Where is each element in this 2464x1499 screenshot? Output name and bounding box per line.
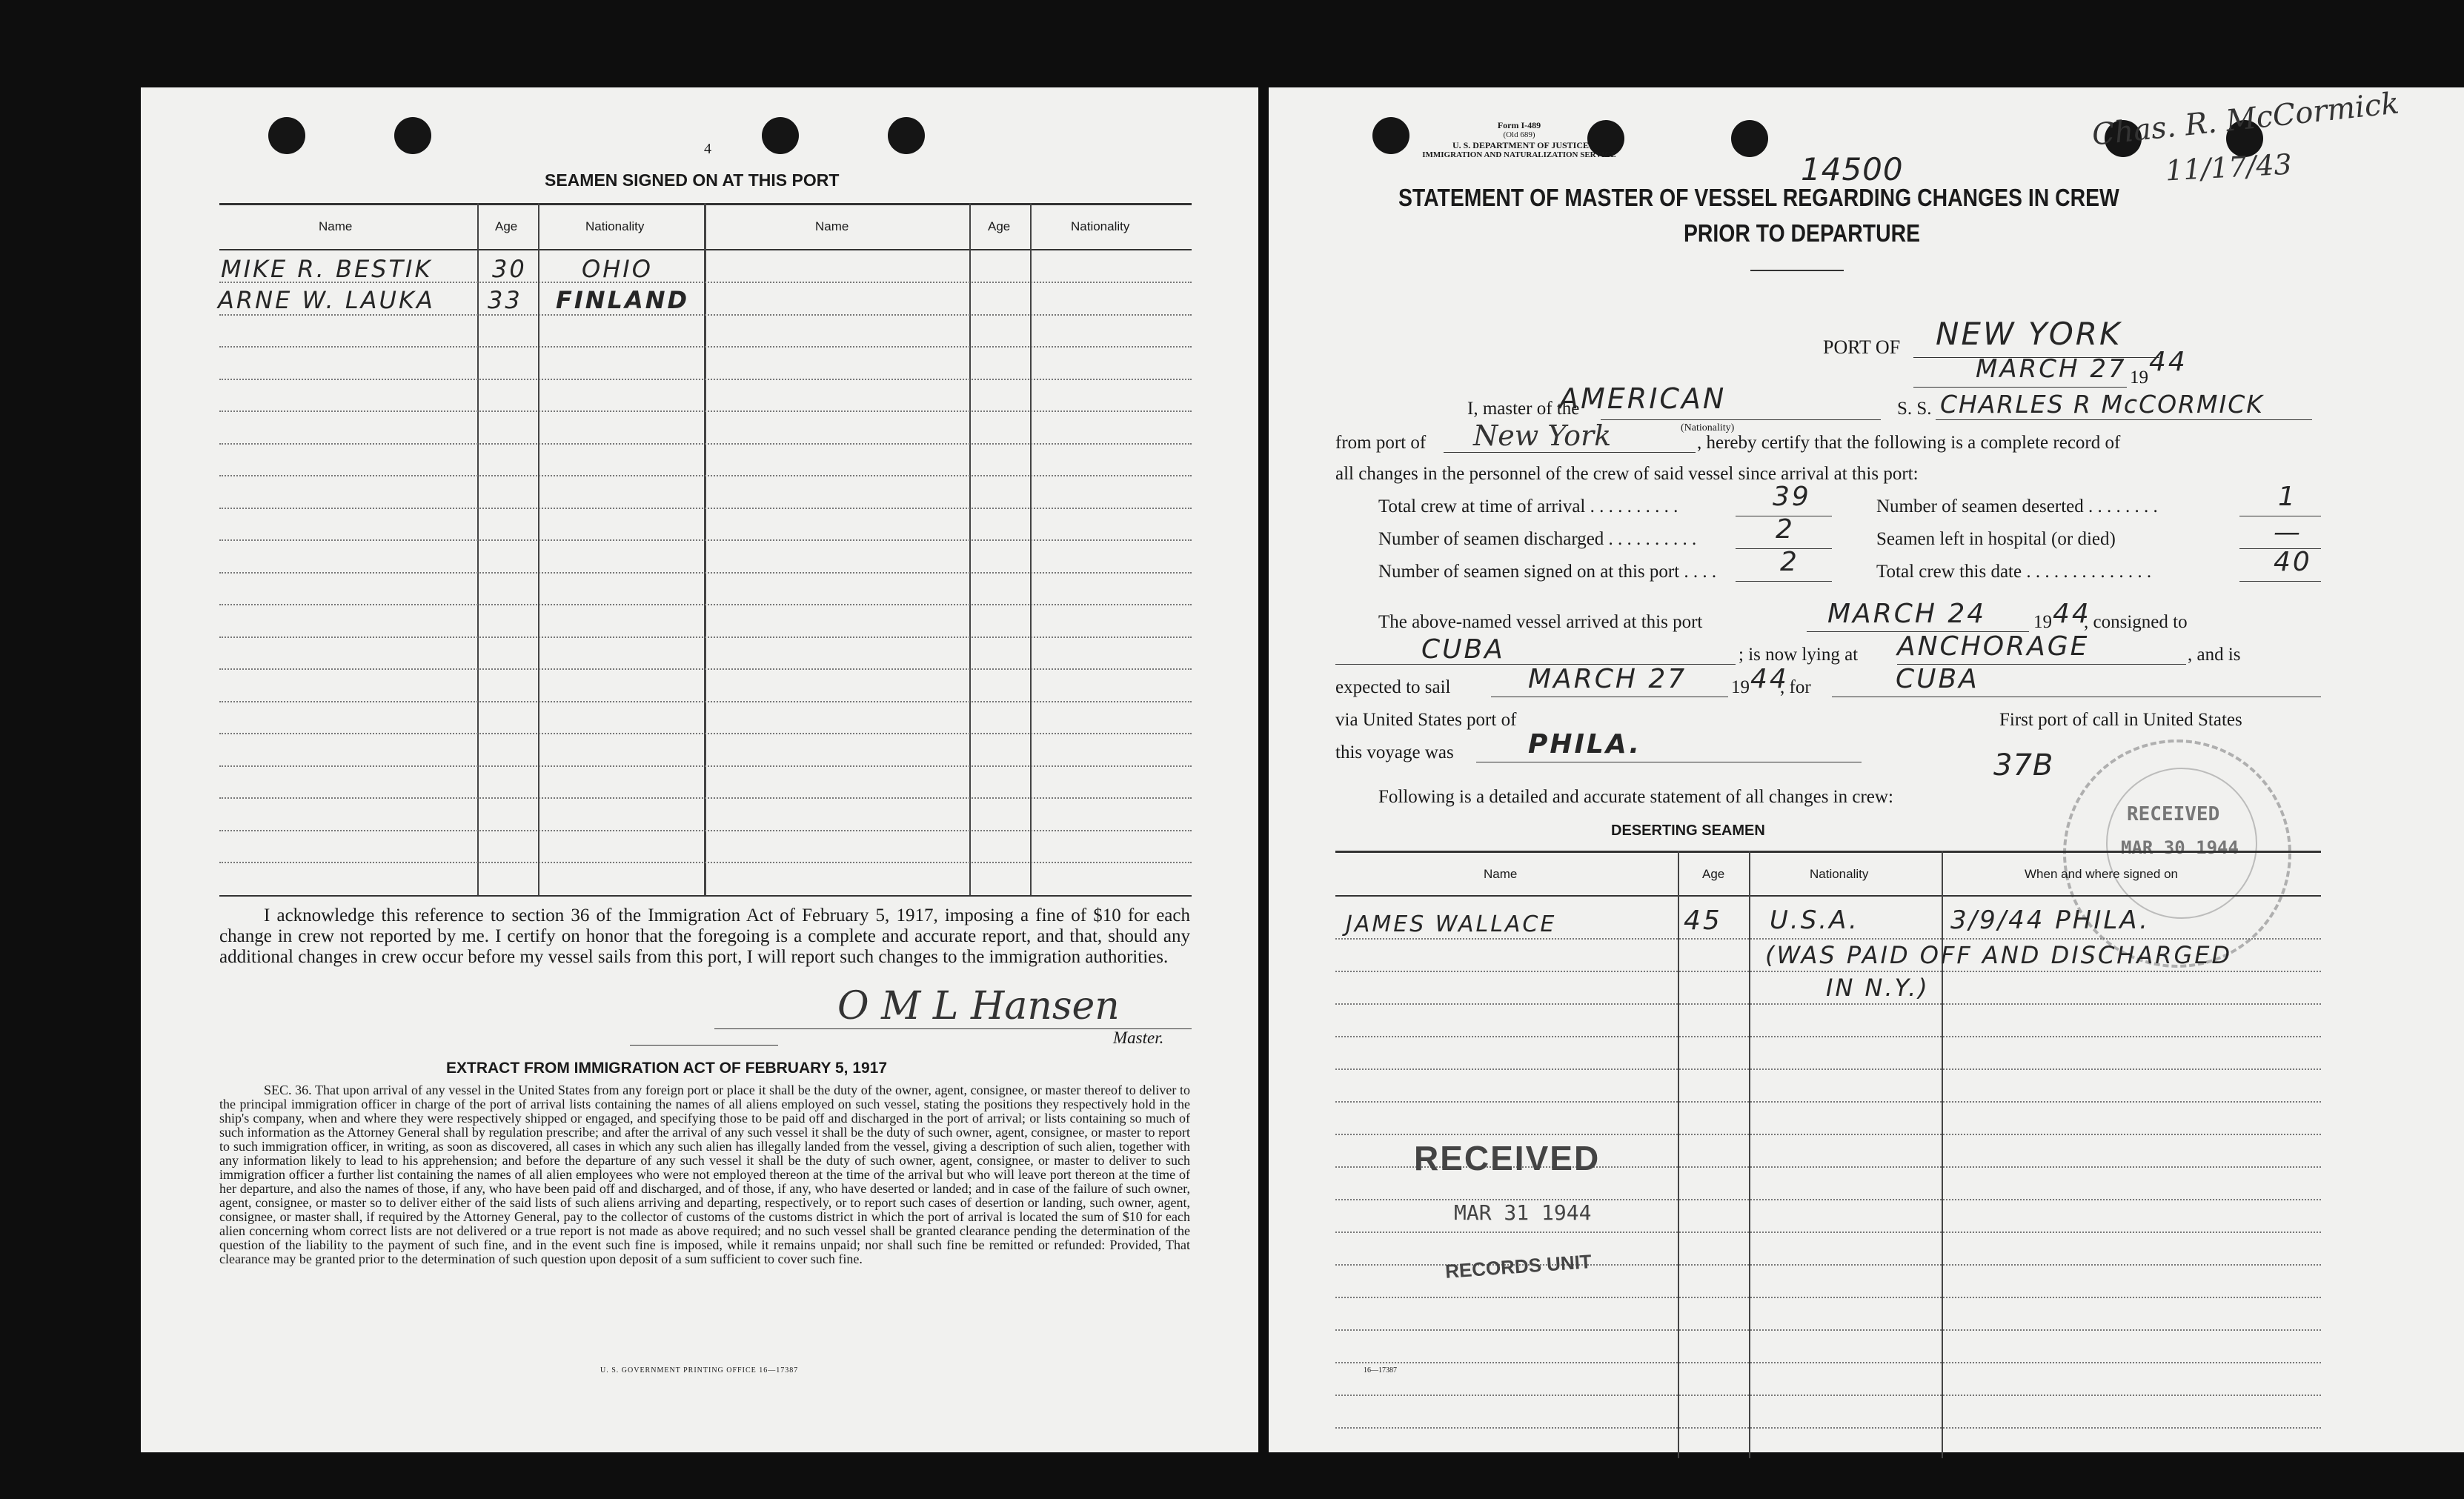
punch-hole bbox=[762, 117, 799, 154]
deserting-title: DESERTING SEAMEN bbox=[1611, 822, 1765, 839]
right-form-page bbox=[1269, 87, 2464, 1452]
seaman-name: ARNE W. LAUKA bbox=[218, 286, 435, 314]
discharged-label: Number of seamen discharged . . . . . . . . . . bbox=[1378, 529, 1697, 549]
table-row-line bbox=[219, 765, 1192, 767]
arrived-year: 44 bbox=[2053, 599, 2091, 629]
table-row-line bbox=[1335, 1101, 2321, 1103]
extract-title: EXTRACT FROM IMMIGRATION ACT OF FEBRUARY 5, 1917 bbox=[446, 1060, 888, 1077]
all-changes-text: all changes in the personnel of the crew of said vessel since arrival at this port: bbox=[1335, 464, 1919, 484]
table-row-line bbox=[219, 862, 1192, 863]
department-name: U. S. DEPARTMENT OF JUSTICE bbox=[1452, 140, 1590, 150]
deserter-age: 45 bbox=[1684, 905, 1722, 936]
table-row-line bbox=[1335, 1068, 2321, 1070]
arrived-year-prefix: 19 bbox=[2033, 612, 2052, 632]
arrived-label: The above-named vessel arrived at this port bbox=[1378, 612, 1703, 632]
table-row-line bbox=[1335, 1297, 2321, 1298]
page-number: 4 bbox=[704, 141, 711, 157]
first-port-label: First port of call in United States bbox=[1999, 710, 2242, 730]
footer-code: 16—17387 bbox=[1364, 1366, 1397, 1375]
handwritten-file-number: 14500 bbox=[1801, 151, 1904, 187]
deserted-count: 1 bbox=[2278, 482, 2297, 512]
records-unit-stamp: RECORDS UNIT bbox=[1444, 1250, 1593, 1283]
table-row-line bbox=[1335, 1232, 2321, 1233]
table-row-line bbox=[1335, 938, 2321, 940]
for-label: , for bbox=[1780, 677, 1811, 697]
table-row-line bbox=[1335, 1395, 2321, 1396]
column-header-age: Age bbox=[495, 219, 518, 233]
table-row-line bbox=[1335, 1329, 2321, 1331]
deserting-header-name: Name bbox=[1484, 867, 1518, 881]
signed-on-label: Number of seamen signed on at this port . . . . bbox=[1378, 562, 1717, 582]
table-row-line bbox=[219, 379, 1192, 380]
port-label: PORT OF bbox=[1823, 336, 1901, 358]
table-row-line bbox=[219, 701, 1192, 702]
received-stamp: RECEIVED bbox=[1414, 1139, 1601, 1177]
deserter-signed-on: 3/9/44 PHILA. bbox=[1950, 905, 2150, 935]
total-today-label: Total crew this date . . . . . . . . . . . . . . bbox=[1876, 562, 2152, 582]
table-row-line bbox=[219, 668, 1192, 670]
punch-hole bbox=[1731, 120, 1768, 157]
table-row-line bbox=[219, 443, 1192, 445]
deserter-note: IN N.Y.) bbox=[1826, 974, 1930, 1002]
table-row-line bbox=[219, 411, 1192, 412]
master-signature: O M L Hansen bbox=[837, 984, 1120, 1028]
extract-text: SEC. 36. That upon arrival of any vessel in the United States from any foreign port or place it shall be the duty of the owner, agent, consignee, or master thereof to deliver to the principal immigration officer in charge of the port of arrival lists containing the names of all aliens employed on such vessel, stating the positions they respectively hold in the ship's company, when and where they were respectively shipped or engaged, and specifying those to be paid off and discharged in the port of arrival; or lists containing so much of such information as the Attorney General shall by regulation prescribe; and after the arrival of any such vessel it shall be the duty of such owner, agent, consignee, or master to report to such immigration officer, in writing, as soon as discovered, all cases in which any such alien has illegally landed from the vessel, giving a description of such alien, together with any information likely to lead to his apprehension; and before the departure of any such vessel it shall be the duty of such owner, agent, consignee, or master to deliver to such immigration officer a further list containing the names of all alien employees who were not employed thereon at the time of the arrival but who will leave port thereon at the time of her departure, and also the names of those, if any, who have been paid off and discharged, and of those, if any, who have deserted or landed; and in case of the failure of such owner, agent, consignee, or master so to deliver either of the said lists of such aliens arriving and departing, respectively, or to report such cases of desertion or landing, such owner, agent, consignee, or master shall, if required by the Attorney General, pay to the collector of customs of the customs district in which the port of arrival is located the sum of $10 for each alien concerning whom correct lists are not delivered or a true report is not made as above required; and no such vessel shall be granted clearance pending the determination of the question of the liability to the payment of such fine, and in the event such fine is imposed, while it remains unpaid; nor shall such fine be remitted or refunded: Provided, That clearance may be granted prior to the determination of such question upon deposit of a sum sufficient to cover such fine. bbox=[219, 1083, 1190, 1266]
table-row-line bbox=[219, 830, 1192, 831]
expected-date: MARCH 27 bbox=[1528, 664, 1687, 694]
statement-date: MARCH 27 bbox=[1976, 354, 2127, 384]
table-row-line bbox=[219, 637, 1192, 638]
seaman-nationality: OHIO bbox=[582, 255, 653, 283]
total-today-count: 40 bbox=[2274, 547, 2312, 577]
table-row-line bbox=[1335, 1134, 2321, 1135]
table-bottom-rule bbox=[219, 895, 1192, 897]
for-value: CUBA bbox=[1896, 664, 1979, 694]
statement-year-prefix: 19 bbox=[2130, 368, 2148, 388]
table-row-line bbox=[219, 604, 1192, 605]
table-row-line bbox=[1335, 1036, 2321, 1037]
deserter-note: (WAS PAID OFF AND DISCHARGED bbox=[1765, 941, 2233, 969]
this-voyage-label: this voyage was bbox=[1335, 742, 1454, 762]
table-row-line bbox=[219, 508, 1192, 509]
following-text: Following is a detailed and accurate statement of all changes in crew: bbox=[1378, 787, 1893, 807]
lying-value: ANCHORAGE bbox=[1897, 631, 2090, 662]
ship-name: CHARLES R McCORMICK bbox=[1940, 390, 2264, 419]
deserting-header-signed-on: When and where signed on bbox=[2025, 867, 2178, 881]
table-row-line bbox=[219, 797, 1192, 799]
handwritten-corner-note: Chas. R. McCormick bbox=[2090, 86, 2401, 153]
this-voyage-value: PHILA. bbox=[1528, 729, 1642, 760]
seaman-name: MIKE R. BESTIK bbox=[221, 255, 433, 283]
punch-hole bbox=[1372, 117, 1409, 154]
vessel-nationality: AMERICAN bbox=[1559, 382, 1727, 415]
hospital-label: Seamen left in hospital (or died) bbox=[1876, 529, 2116, 549]
from-port-label: from port of bbox=[1335, 433, 1427, 453]
table-row-line bbox=[219, 539, 1192, 541]
code-number: 37B bbox=[1993, 748, 2054, 782]
form-subtitle: PRIOR TO DEPARTURE bbox=[1684, 219, 1921, 247]
service-name: IMMIGRATION AND NATURALIZATION SERVICE bbox=[1422, 150, 1616, 159]
received-stamp-date: MAR 31 1944 bbox=[1454, 1200, 1592, 1225]
punch-hole bbox=[394, 117, 431, 154]
column-header-nationality: Nationality bbox=[1071, 219, 1130, 233]
deserted-label: Number of seamen deserted . . . . . . . . bbox=[1876, 496, 2158, 516]
column-header-nationality: Nationality bbox=[585, 219, 645, 233]
seaman-age: 33 bbox=[488, 286, 522, 314]
table-row-line bbox=[219, 346, 1192, 348]
printer-imprint: U. S. GOVERNMENT PRINTING OFFICE 16—17387 bbox=[600, 1366, 799, 1375]
table-row-line bbox=[1335, 1427, 2321, 1429]
statement-year: 44 bbox=[2149, 347, 2188, 377]
nationality-caption: (Nationality) bbox=[1681, 422, 1735, 433]
round-stamp-text: RECEIVED bbox=[2127, 803, 2220, 825]
round-stamp-date: MAR 30 1944 bbox=[2121, 837, 2239, 858]
master-prefix: I, master of the bbox=[1467, 399, 1580, 419]
column-header-name: Name bbox=[319, 219, 353, 233]
acknowledgement-text: I acknowledge this reference to section 36 of the Immigration Act of February 5, 1917, imposing a fine of $10 for each change in crew not reported by me. I certify on honor that the foregoing is a complete and accurate report, and that, should any additional changes in crew occur before my vessel sails from this port, I will report such changes to the immigration authorities. bbox=[219, 905, 1190, 967]
seaman-age: 30 bbox=[492, 255, 527, 283]
handwritten-corner-date: 11/17/43 bbox=[2164, 147, 2293, 187]
total-crew-arrival-label: Total crew at time of arrival . . . . . . . . . . bbox=[1378, 496, 1678, 516]
column-header-age: Age bbox=[988, 219, 1011, 233]
expected-year: 44 bbox=[1750, 664, 1789, 694]
section-title: SEAMEN SIGNED ON AT THIS PORT bbox=[545, 170, 840, 190]
form-title: STATEMENT OF MASTER OF VESSEL REGARDING CHANGES IN CREW bbox=[1398, 184, 2119, 211]
consigned-value: CUBA bbox=[1421, 634, 1505, 665]
port-value: NEW YORK bbox=[1936, 316, 2122, 352]
signed-on-count: 2 bbox=[1780, 547, 1799, 577]
column-header-name: Name bbox=[815, 219, 849, 233]
deserting-header-age: Age bbox=[1702, 867, 1725, 881]
deserter-name: JAMES WALLACE bbox=[1346, 911, 1557, 937]
punch-hole bbox=[268, 117, 305, 154]
table-row-line bbox=[219, 733, 1192, 734]
certify-text: , hereby certify that the following is a complete record of bbox=[1697, 433, 2121, 453]
hospital-count: — bbox=[2274, 517, 2302, 548]
form-old-number: (Old 689) bbox=[1503, 130, 1535, 139]
expected-label: expected to sail bbox=[1335, 677, 1451, 697]
arrived-date: MARCH 24 bbox=[1827, 599, 1987, 629]
table-row-line bbox=[1335, 1362, 2321, 1363]
discharged-count: 2 bbox=[1776, 514, 1795, 545]
deserting-header-nationality: Nationality bbox=[1810, 867, 1869, 881]
table-row-line bbox=[1335, 971, 2321, 972]
lying-label: ; is now lying at bbox=[1739, 645, 1859, 665]
expected-year-prefix: 19 bbox=[1731, 677, 1750, 697]
left-form-page bbox=[141, 87, 1258, 1452]
seaman-nationality: FINLAND bbox=[556, 286, 690, 314]
via-label: via United States port of bbox=[1335, 710, 1517, 730]
consigned-label: , consigned to bbox=[2084, 612, 2188, 632]
table-row-line bbox=[219, 475, 1192, 476]
table-row-line bbox=[219, 572, 1192, 574]
and-is-text: , and is bbox=[2188, 645, 2241, 665]
total-crew-arrival: 39 bbox=[1773, 482, 1811, 512]
signature-label: Master. bbox=[1113, 1028, 1164, 1047]
table-row-line bbox=[1335, 1003, 2321, 1005]
deserter-nationality: U.S.A. bbox=[1770, 905, 1859, 935]
form-number: Form I-489 bbox=[1497, 120, 1541, 130]
ss-label: S. S. bbox=[1897, 399, 1932, 419]
from-port-value: New York bbox=[1473, 419, 1612, 452]
punch-hole bbox=[888, 117, 925, 154]
